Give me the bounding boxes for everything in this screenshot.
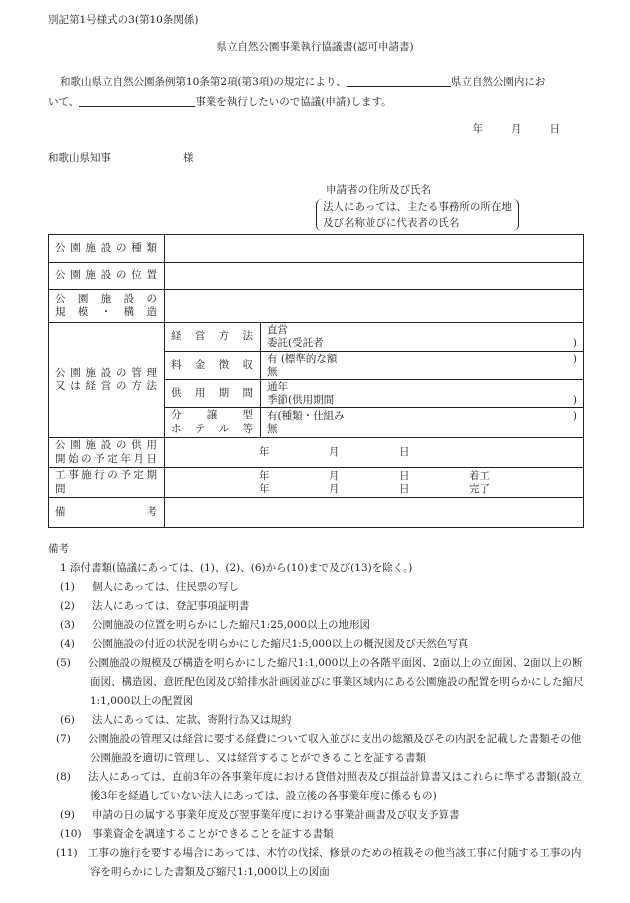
business-name-field[interactable] xyxy=(79,94,195,107)
table-row xyxy=(49,498,584,528)
location-label: 公園施設の位置 xyxy=(49,263,165,290)
list-item: (2) 法人にあっては、登記事項証明書 xyxy=(60,600,250,612)
table-row xyxy=(49,438,584,468)
fee-label: 料金徴収 xyxy=(165,352,261,380)
construction-period-field[interactable]: 年 月 日 着工 年 月 日 完了 xyxy=(165,468,584,498)
start-date-field[interactable]: 年 月 日 xyxy=(165,438,584,468)
scale-label: 公 園 施 設 の 規 模 ・ 構 造 xyxy=(49,290,165,323)
scale-field[interactable] xyxy=(165,290,584,323)
mgmt-method-options[interactable]: 直営 委託(受託者 ) xyxy=(261,323,584,352)
intro-paragraph: 和歌山県立自然公園条例第10条第2項(第3項)の規定により、 県立自然公園内にお いて、 事業を執行したいので協議(申請)します。 xyxy=(48,76,546,108)
start-date-label: 公園施設の供用 開始の予定年月日 xyxy=(49,438,165,468)
list-item: (10) 事業資金を調達することができることを証する書類 xyxy=(60,828,334,840)
table-row xyxy=(49,263,584,290)
application-table xyxy=(48,234,584,528)
type-label: 公園施設の種類 xyxy=(49,235,165,263)
fee-options[interactable]: 有 (標準的な額 ) 無 xyxy=(261,352,584,380)
list-item: (6) 法人にあっては、定款、寄附行為又は規約 xyxy=(60,714,292,726)
list-item: (8) 法人にあっては、直前3年の各事業年度における貸借対照表及び損益計算書又はこれらに準ずる書類(設立後3年を経過していない法人にあっては、設立後の各事業年度に係るもの) xyxy=(56,771,582,802)
list-item: (11) 工事の施行を要する場合にあっては、木竹の伐採、修景のための植栽その他当該工事に付随する工事の内容を明らかにした書類及び縮尺1:1,000以上の図面 xyxy=(56,847,582,878)
management-label: 公園施設の管理 又は経営の方法 xyxy=(49,323,165,438)
notes-title: 備考 xyxy=(48,543,69,555)
table-row xyxy=(49,290,584,323)
addressee: 和歌山県知事 様 xyxy=(48,152,194,164)
date-line[interactable]: 年 月 日 xyxy=(472,123,560,135)
applicant-label: 申請者の住所及び氏名 xyxy=(326,184,431,196)
hotel-options[interactable]: 有(種類・仕組み ) 無 xyxy=(261,408,584,438)
period-options[interactable]: 通年 季節(供用期間 ) xyxy=(261,380,584,408)
notes-main: 1 添付書類(協議にあっては、(1)、(2)、(6)から(10)まで及び(13)を除く。) xyxy=(60,562,413,574)
hotel-label: 分 譲 型 ホ テ ル 等 xyxy=(165,408,261,438)
remarks-field[interactable] xyxy=(165,498,584,528)
list-item: (3) 公園施設の位置を明らかにした縮尺1:25,000以上の地形図 xyxy=(60,619,370,631)
table-row xyxy=(49,468,584,498)
mgmt-method-label: 経営方法 xyxy=(165,323,261,352)
list-item: (1) 個人にあっては、住民票の写し xyxy=(60,581,239,593)
list-item: (5) 公園施設の規模及び構造を明らかにした縮尺1:1,000以上の各階平面図、2面以上の立面図、2面以上の断面図、構造図、意匠配色図及び給排水計画図並びに事業区域内にある公園施設の配置を明らかにした縮尺1:1,000以上の配置図 xyxy=(56,657,584,707)
list-item: (7) 公園施設の管理又は経営に要する経費について収入並びに支出の総額及びその内訳を記載した書類その他公園施設を適切に管理し、又は経営することができることを証する書類 xyxy=(56,733,582,764)
construction-period-label: 工事施行の予定期間 xyxy=(49,468,165,498)
period-label: 供用期間 xyxy=(165,380,261,408)
document-title: 県立自然公園事業執行協議書(認可申請書) xyxy=(216,41,414,53)
remarks-label: 備考 xyxy=(49,498,165,528)
applicant-note: 法人にあっては、主たる事務所の所在地 及び名称並びに代表者の氏名 xyxy=(316,199,519,231)
park-name-field[interactable] xyxy=(347,74,451,87)
form-number-label: 別記第1号様式の3(第10条関係) xyxy=(48,14,199,26)
table-row xyxy=(49,323,584,352)
list-item: (9) 申請の日の属する事業年度及び翌事業年度における事業計画書及び収支予算書 xyxy=(60,809,460,821)
list-item: (4) 公園施設の付近の状況を明らかにした縮尺1:5,000以上の概況図及び天然色写真 xyxy=(60,638,469,650)
location-field[interactable] xyxy=(165,263,584,290)
notes-list xyxy=(48,559,588,882)
table-row xyxy=(49,235,584,263)
type-field[interactable] xyxy=(165,235,584,263)
